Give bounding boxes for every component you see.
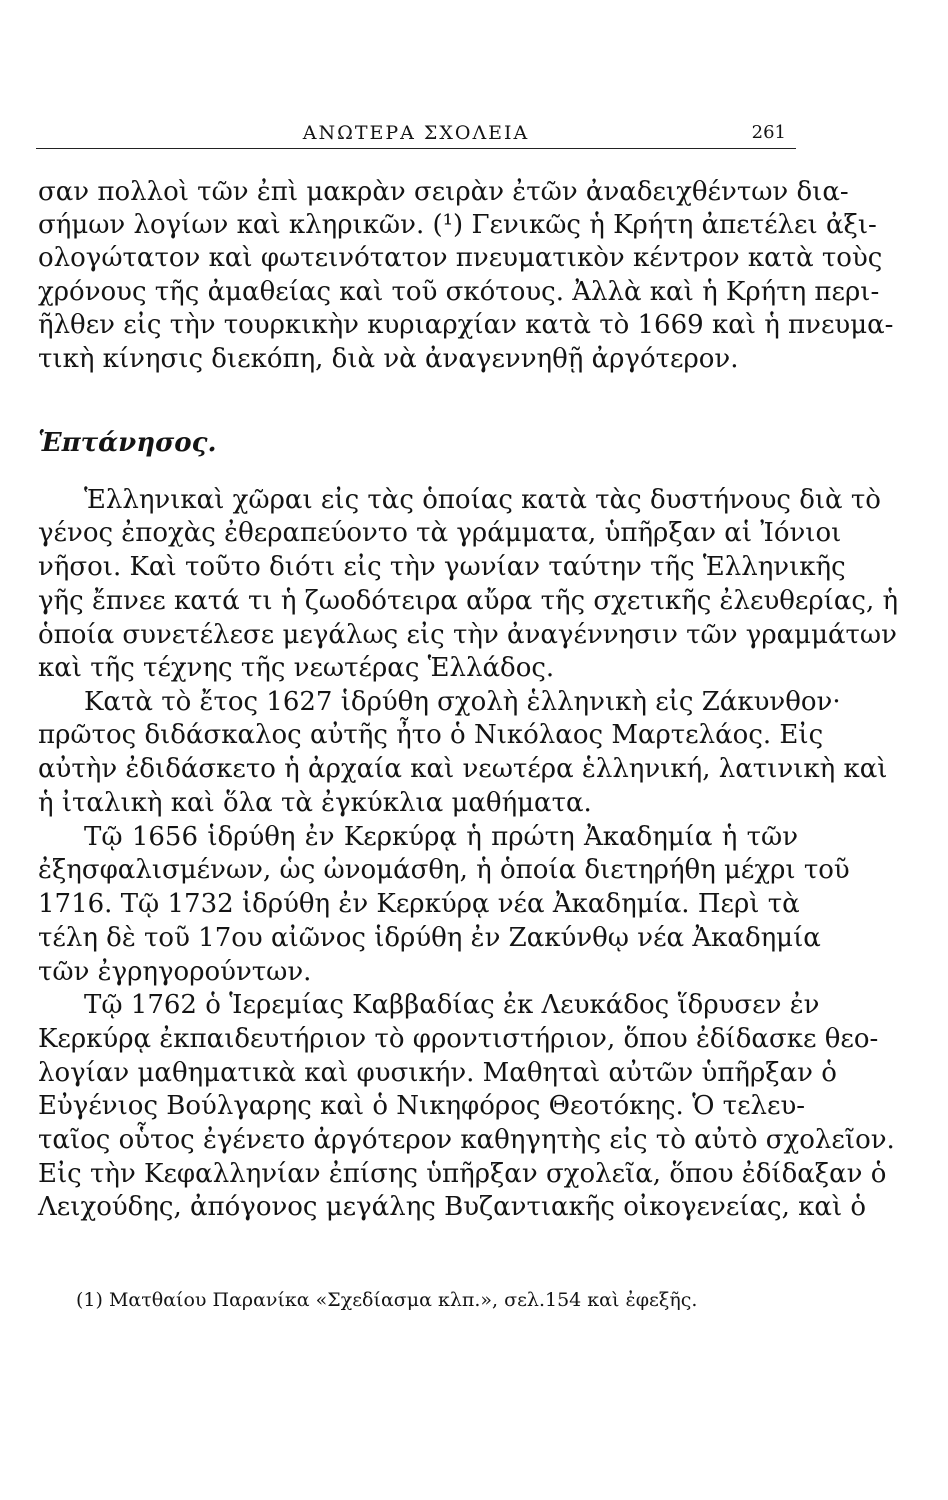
text-line: γένος ἐποχὰς ἐθεραπεύοντο τὰ γράμματα, ὑπῆρξαν αἱ Ἰόνιοι — [38, 518, 842, 548]
section-title: Ἑπτάνησος. — [38, 428, 217, 458]
text-line: λογίαν μαθηματικὰ καὶ φυσικήν. Μαθηταὶ αὐτῶν ὑπῆρξαν ὁ — [38, 1058, 837, 1088]
text-line: πρῶτος διδάσκαλος αὐτῆς ἦτο ὁ Νικόλαος Μαρτελάος. Εἰς — [38, 720, 824, 750]
text-line: 1716. Τῷ 1732 ἱδρύθη ἐν Κερκύρᾳ νέα Ἀκαδημία. Περὶ τὰ — [38, 889, 800, 919]
page-number: 261 — [751, 122, 786, 143]
text-line: ταῖος οὗτος ἐγένετο ἀργότερον καθηγητὴς εἰς τὸ αὐτὸ σχολεῖον. — [38, 1125, 895, 1155]
footnote: (1) Ματθαίου Παρανίκα «Σχεδίασμα κλπ.», σελ.154 καὶ ἐφεξῆς. — [76, 1289, 698, 1311]
text-line: σαν πολλοὶ τῶν ἐπὶ μακρὰν σειρὰν ἐτῶν ἀναδειχθέντων δια- — [38, 177, 849, 207]
text-line: αὐτὴν ἐδιδάσκετο ἡ ἀρχαία καὶ νεωτέρα ἑλληνική, λατινικὴ καὶ — [38, 754, 888, 784]
text-line: ἐξησφαλισμένων, ὡς ὠνομάσθη, ἡ ὁποία διετηρήθη μέχρι τοῦ — [38, 855, 850, 885]
text-line: καὶ τῆς τέχνης τῆς νεωτέρας Ἑλλάδος. — [38, 653, 555, 683]
text-line: γῆς ἔπνεε κατά τι ἡ ζωοδότειρα αὔρα τῆς σχετικῆς ἐλευθερίας, ἡ — [38, 586, 899, 616]
text-line: σήμων λογίων καὶ κληρικῶν. (¹) Γενικῶς ἡ Κρήτη ἀπετέλει ἀξι- — [38, 210, 877, 240]
text-line: Εὐγένιος Βούλγαρης καὶ ὁ Νικηφόρος Θεοτόκης. Ὁ τελευ- — [38, 1091, 806, 1121]
text-line: τέλη δὲ τοῦ 17ου αἰῶνος ἱδρύθη ἐν Ζακύνθῳ νέα Ἀκαδημία — [38, 923, 821, 953]
text-line: Τῷ 1656 ἱδρύθη ἐν Κερκύρᾳ ἡ πρώτη Ἀκαδημία ἡ τῶν — [84, 822, 798, 852]
text-line: Εἰς τὴν Κεφαλληνίαν ἐπίσης ὑπῆρξαν σχολεῖα, ὅπου ἐδίδαξαν ὁ — [38, 1159, 887, 1189]
text-line: ολογώτατον καὶ φωτεινότατον πνευματικὸν κέντρον κατὰ τοὺς — [38, 243, 883, 273]
text-line: Τῷ 1762 ὁ Ἱερεμίας Καββαδίας ἐκ Λευκάδος ἵδρυσεν ἐν — [84, 990, 820, 1020]
text-line: τικὴ κίνησις διεκόπη, διὰ νὰ ἀναγεννηθῇ ἀργότερον. — [38, 344, 739, 374]
text-line: χρόνους τῆς ἀμαθείας καὶ τοῦ σκότους. Ἀλλὰ καὶ ἡ Κρήτη περι- — [38, 277, 880, 307]
text-line: τῶν ἐγρηγορούντων. — [38, 957, 312, 987]
text-line: ἡ ἰταλικὴ καὶ ὅλα τὰ ἐγκύκλια μαθήματα. — [38, 788, 592, 818]
text-line: ὁποία συνετέλεσε μεγάλως εἰς τὴν ἀναγέννησιν τῶν γραμμάτων — [38, 620, 897, 650]
text-line: Κατὰ τὸ ἔτος 1627 ἱδρύθη σχολὴ ἑλληνικὴ εἰς Ζάκυνθον· — [84, 687, 841, 717]
text-line: ῆλθεν εἰς τὴν τουρκικὴν κυριαρχίαν κατὰ τὸ 1669 καὶ ἡ πνευμα- — [38, 310, 894, 340]
text-line: Ἑλληνικαὶ χῶραι εἰς τὰς ὁποίας κατὰ τὰς δυστήνους διὰ τὸ — [84, 485, 881, 515]
text-line: Κερκύρᾳ ἐκπαιδευτήριον τὸ φροντιστήριον, ὅπου ἐδίδασκε θεο- — [38, 1024, 879, 1054]
running-head: ΑΝΩΤΕΡΑ ΣΧΟΛΕΙΑ — [302, 122, 530, 144]
page-header — [36, 118, 796, 149]
text-line: Λειχούδης, ἀπόγονος μεγάλης Βυζαντιακῆς οἰκογενείας, καὶ ὁ — [38, 1192, 867, 1222]
text-line: νῆσοι. Καὶ τοῦτο διότι εἰς τὴν γωνίαν ταύτην τῆς Ἑλληνικῆς — [38, 552, 846, 582]
